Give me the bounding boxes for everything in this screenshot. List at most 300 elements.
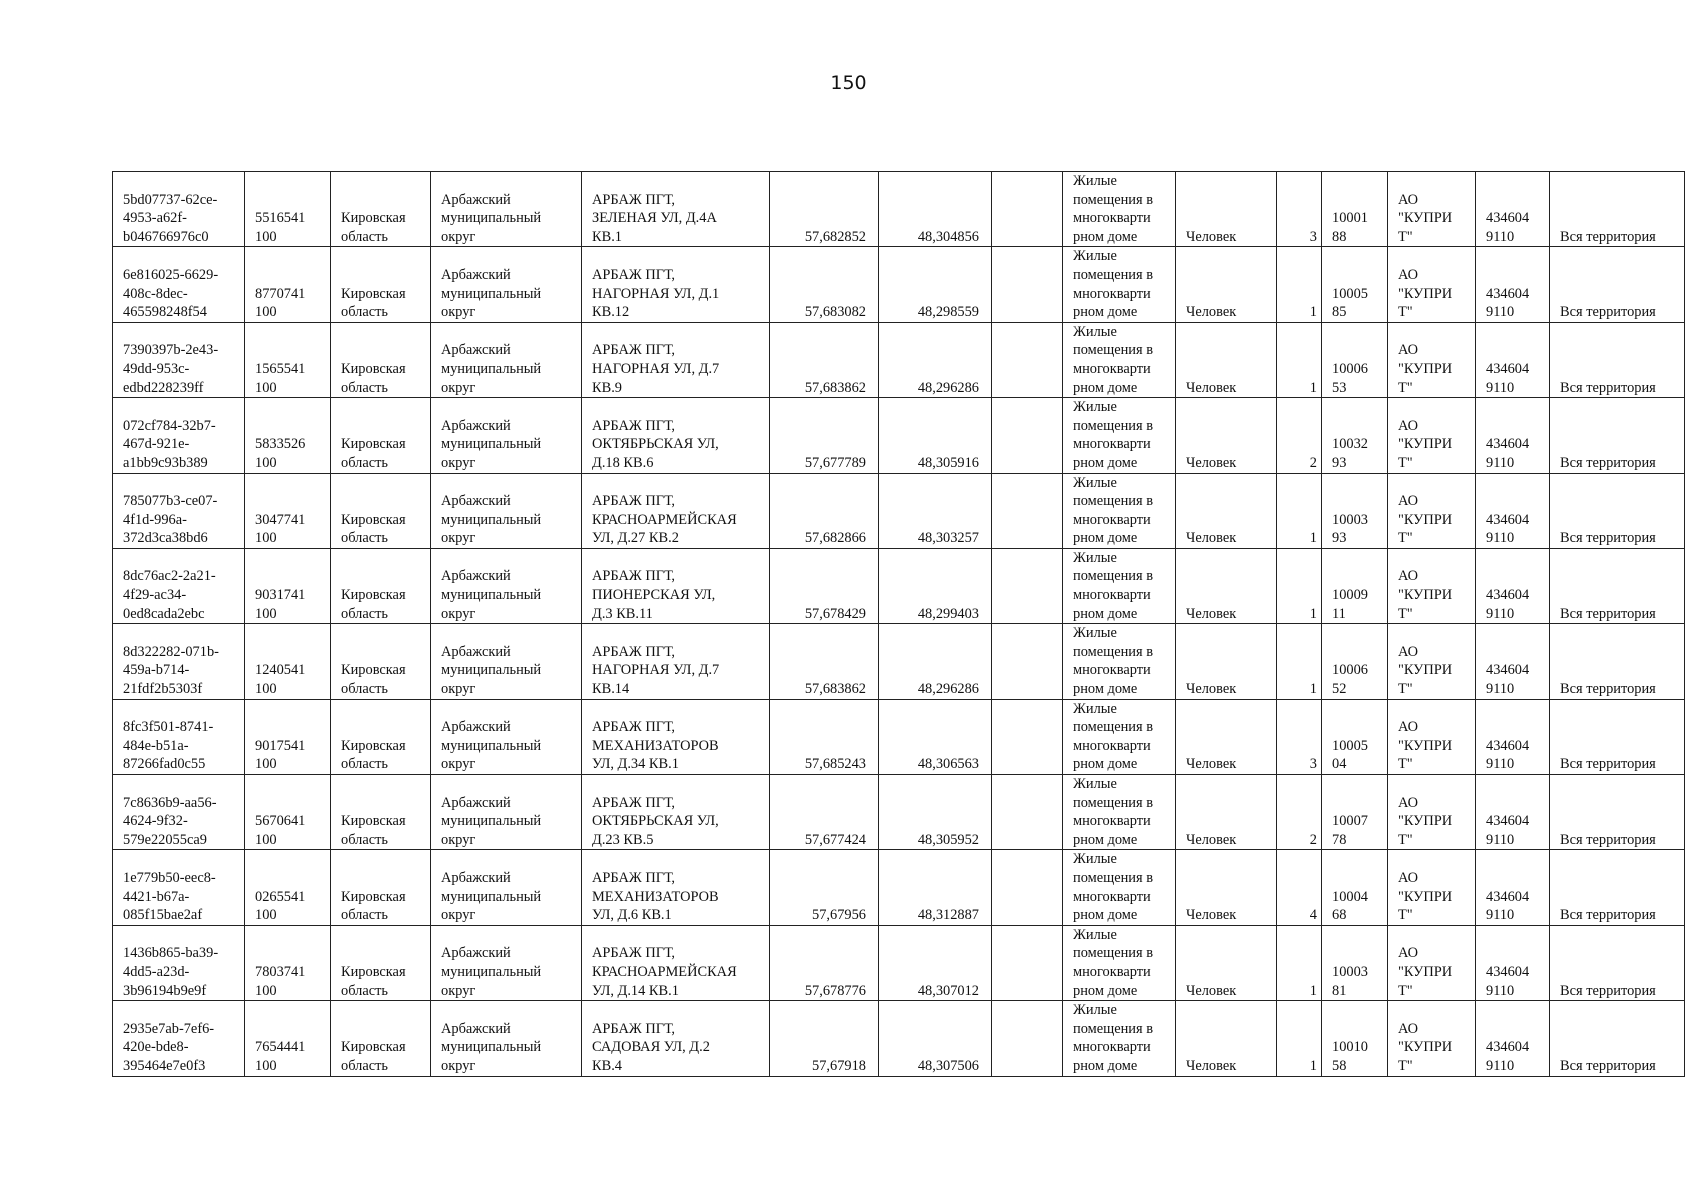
cell-organization [1388, 775, 1476, 850]
cell-line: 7803741 [255, 963, 306, 980]
cell-line: округ [441, 530, 476, 547]
cell-longitude: 48,306563 [879, 699, 992, 774]
cell-quantity: 1 [1277, 925, 1322, 1000]
cell-line: АРБАЖ ПГТ, [592, 568, 676, 585]
cell-line: муниципальный [441, 210, 542, 227]
cell-line: 9110 [1486, 756, 1515, 773]
cell-line: область [341, 681, 388, 698]
cell-region [331, 473, 431, 548]
cell-line: ПИОНЕРСКАЯ УЛ, [592, 587, 716, 604]
cell-line: 072cf784-32b7- [123, 417, 216, 434]
cell-line: "КУПРИ [1398, 888, 1453, 905]
cell-quantity: 2 [1277, 398, 1322, 473]
cell-line: "КУПРИ [1398, 511, 1453, 528]
cell-inn [1476, 473, 1550, 548]
cell-line: 100 [255, 831, 277, 848]
cell-line: 93 [1332, 454, 1347, 471]
cell-line: 467d-921e- [123, 436, 190, 453]
cell-object-type [1063, 247, 1176, 322]
cell-line: 4953-a62f- [123, 210, 187, 227]
cell-line: АРБАЖ ПГТ, [592, 417, 676, 434]
cell-code [245, 699, 331, 774]
cell-quantity: 1 [1277, 247, 1322, 322]
cell-id [113, 172, 245, 247]
cell-territory: Вся территория [1550, 850, 1685, 925]
table-row [113, 1001, 1685, 1076]
cell-district [431, 850, 582, 925]
cell-empty [992, 172, 1063, 247]
cell-line: 04 [1332, 756, 1347, 773]
cell-line: Кировская [341, 285, 406, 302]
cell-account [1322, 247, 1388, 322]
cell-territory: Вся территория [1550, 322, 1685, 397]
cell-quantity: 1 [1277, 624, 1322, 699]
cell-object-type [1063, 850, 1176, 925]
cell-object-type [1063, 548, 1176, 623]
cell-line: 9110 [1486, 907, 1515, 924]
cell-line: 21fdf2b5303f [123, 681, 203, 698]
cell-line: округ [441, 605, 476, 622]
cell-line: 9017541 [255, 737, 306, 754]
cell-line: помещения в [1073, 493, 1153, 510]
cell-line: 10001 [1332, 210, 1368, 227]
cell-line: рном доме [1073, 1057, 1138, 1074]
cell-account [1322, 850, 1388, 925]
cell-line: многокварти [1073, 662, 1151, 679]
cell-line: 8dc76ac2-2a21- [123, 568, 216, 585]
cell-line: рном доме [1073, 530, 1138, 547]
cell-line: Кировская [341, 813, 406, 830]
cell-line: 9110 [1486, 681, 1515, 698]
cell-line: Арбажский [441, 342, 511, 359]
cell-line: АРБАЖ ПГТ, [592, 643, 676, 660]
cell-line: АО [1398, 794, 1419, 811]
cell-line: Арбажский [441, 945, 511, 962]
cell-account [1322, 172, 1388, 247]
cell-line: АО [1398, 945, 1419, 962]
table-row [113, 473, 1685, 548]
cell-line: Арбажский [441, 869, 511, 886]
cell-line: Арбажский [441, 568, 511, 585]
cell-code [245, 172, 331, 247]
cell-line: АРБАЖ ПГТ, [592, 493, 676, 510]
cell-latitude: 57,682852 [770, 172, 879, 247]
cell-line: Кировская [341, 436, 406, 453]
cell-line: область [341, 530, 388, 547]
cell-line: многокварти [1073, 511, 1151, 528]
cell-line: Т" [1398, 228, 1413, 245]
cell-line: 52 [1332, 681, 1347, 698]
cell-line: АРБАЖ ПГТ, [592, 191, 676, 208]
cell-line: 78 [1332, 831, 1347, 848]
cell-line: Жилые [1073, 625, 1117, 642]
cell-latitude: 57,683082 [770, 247, 879, 322]
cell-address [582, 247, 770, 322]
cell-region [331, 850, 431, 925]
cell-line: 085f15bae2af [123, 907, 203, 924]
cell-line: Жилые [1073, 851, 1117, 868]
cell-latitude: 57,677789 [770, 398, 879, 473]
cell-object-type [1063, 172, 1176, 247]
cell-line: 10006 [1332, 360, 1368, 377]
table-row [113, 699, 1685, 774]
cell-region [331, 398, 431, 473]
cell-line: Жилые [1073, 399, 1117, 416]
cell-object-type [1063, 699, 1176, 774]
cell-line: округ [441, 454, 476, 471]
cell-address [582, 322, 770, 397]
cell-territory: Вся территория [1550, 699, 1685, 774]
cell-line: Жилые [1073, 474, 1117, 491]
cell-region [331, 172, 431, 247]
cell-line: округ [441, 304, 476, 321]
cell-district [431, 322, 582, 397]
cell-line: 434604 [1486, 436, 1530, 453]
cell-longitude: 48,296286 [879, 624, 992, 699]
cell-empty [992, 398, 1063, 473]
cell-line: область [341, 379, 388, 396]
table-row [113, 850, 1685, 925]
cell-line: помещения в [1073, 1020, 1153, 1037]
cell-line: 100 [255, 454, 277, 471]
cell-district [431, 398, 582, 473]
cell-line: муниципальный [441, 737, 542, 754]
cell-line: Жилые [1073, 700, 1117, 717]
cell-address [582, 925, 770, 1000]
cell-line: 10032 [1332, 436, 1368, 453]
cell-line: АО [1398, 1020, 1419, 1037]
cell-line: 100 [255, 304, 277, 321]
cell-line: рном доме [1073, 379, 1138, 396]
cell-inn [1476, 699, 1550, 774]
cell-quantity: 1 [1277, 473, 1322, 548]
cell-latitude: 57,677424 [770, 775, 879, 850]
cell-unit: Человек [1176, 172, 1277, 247]
cell-id [113, 322, 245, 397]
cell-id [113, 398, 245, 473]
cell-empty [992, 850, 1063, 925]
cell-line: 420e-bde8- [123, 1039, 189, 1056]
cell-inn [1476, 172, 1550, 247]
cell-line: 100 [255, 379, 277, 396]
cell-region [331, 925, 431, 1000]
cell-organization [1388, 1001, 1476, 1076]
cell-line: 434604 [1486, 511, 1530, 528]
cell-region [331, 775, 431, 850]
cell-line: округ [441, 681, 476, 698]
cell-line: 9110 [1486, 454, 1515, 471]
cell-latitude: 57,67918 [770, 1001, 879, 1076]
cell-line: "КУПРИ [1398, 285, 1453, 302]
cell-unit: Человек [1176, 624, 1277, 699]
cell-line: многокварти [1073, 436, 1151, 453]
cell-line: КРАСНОАРМЕЙСКАЯ [592, 511, 737, 528]
cell-quantity: 3 [1277, 172, 1322, 247]
cell-id [113, 473, 245, 548]
cell-line: МЕХАНИЗАТОРОВ [592, 737, 719, 754]
cell-inn [1476, 322, 1550, 397]
cell-line: Жилые [1073, 1002, 1117, 1019]
cell-line: муниципальный [441, 963, 542, 980]
cell-longitude: 48,305952 [879, 775, 992, 850]
cell-line: муниципальный [441, 813, 542, 830]
cell-line: 10003 [1332, 963, 1368, 980]
cell-empty [992, 322, 1063, 397]
cell-id [113, 247, 245, 322]
cell-organization [1388, 624, 1476, 699]
cell-account [1322, 624, 1388, 699]
cell-line: 9110 [1486, 228, 1515, 245]
cell-quantity: 2 [1277, 775, 1322, 850]
cell-district [431, 548, 582, 623]
cell-code [245, 925, 331, 1000]
cell-line: АРБАЖ ПГТ, [592, 1020, 676, 1037]
cell-line: АРБАЖ ПГТ, [592, 945, 676, 962]
cell-longitude: 48,305916 [879, 398, 992, 473]
cell-line: 484e-b51a- [123, 737, 189, 754]
cell-line: муниципальный [441, 1039, 542, 1056]
cell-line: 2935e7ab-7ef6- [123, 1020, 215, 1037]
table-row [113, 398, 1685, 473]
cell-line: АО [1398, 342, 1419, 359]
cell-line: область [341, 907, 388, 924]
cell-object-type [1063, 775, 1176, 850]
cell-line: многокварти [1073, 285, 1151, 302]
cell-longitude: 48,298559 [879, 247, 992, 322]
cell-line: Кировская [341, 737, 406, 754]
cell-line: ОКТЯБРЬСКАЯ УЛ, [592, 813, 719, 830]
cell-line: многокварти [1073, 360, 1151, 377]
cell-line: "КУПРИ [1398, 662, 1453, 679]
cell-line: 434604 [1486, 1039, 1530, 1056]
cell-line: АРБАЖ ПГТ, [592, 794, 676, 811]
cell-line: многокварти [1073, 737, 1151, 754]
cell-id [113, 925, 245, 1000]
cell-empty [992, 775, 1063, 850]
cell-longitude: 48,307506 [879, 1001, 992, 1076]
cell-line: Арбажский [441, 719, 511, 736]
cell-quantity: 4 [1277, 850, 1322, 925]
cell-code [245, 548, 331, 623]
cell-line: 1436b865-ba39- [123, 945, 219, 962]
cell-line: САДОВАЯ УЛ, Д.2 [592, 1039, 710, 1056]
cell-unit: Человек [1176, 699, 1277, 774]
cell-line: Т" [1398, 454, 1413, 471]
cell-organization [1388, 322, 1476, 397]
cell-code [245, 624, 331, 699]
cell-inn [1476, 247, 1550, 322]
cell-line: 7654441 [255, 1039, 306, 1056]
cell-code [245, 247, 331, 322]
cell-line: Арбажский [441, 643, 511, 660]
cell-territory: Вся территория [1550, 548, 1685, 623]
cell-line: 9110 [1486, 530, 1515, 547]
cell-code [245, 398, 331, 473]
cell-line: область [341, 1057, 388, 1074]
cell-line: Арбажский [441, 1020, 511, 1037]
cell-line: "КУПРИ [1398, 360, 1453, 377]
cell-line: 100 [255, 605, 277, 622]
cell-territory: Вся территория [1550, 247, 1685, 322]
cell-line: 8770741 [255, 285, 306, 302]
cell-line: 10004 [1332, 888, 1368, 905]
cell-line: "КУПРИ [1398, 1039, 1453, 1056]
cell-code [245, 1001, 331, 1076]
cell-quantity: 1 [1277, 322, 1322, 397]
cell-line: многокварти [1073, 813, 1151, 830]
cell-unit: Человек [1176, 322, 1277, 397]
cell-line: АО [1398, 266, 1419, 283]
cell-line: Арбажский [441, 191, 511, 208]
cell-district [431, 473, 582, 548]
cell-line: 9031741 [255, 587, 306, 604]
cell-organization [1388, 473, 1476, 548]
cell-line: АО [1398, 643, 1419, 660]
cell-line: муниципальный [441, 511, 542, 528]
cell-address [582, 548, 770, 623]
cell-line: 10005 [1332, 285, 1368, 302]
cell-line: 9110 [1486, 379, 1515, 396]
cell-line: округ [441, 907, 476, 924]
cell-line: КВ.1 [592, 228, 622, 245]
cell-latitude: 57,67956 [770, 850, 879, 925]
cell-unit: Человек [1176, 1001, 1277, 1076]
cell-line: 10003 [1332, 511, 1368, 528]
cell-code [245, 322, 331, 397]
cell-line: помещения в [1073, 945, 1153, 962]
cell-line: 434604 [1486, 662, 1530, 679]
cell-line: 53 [1332, 379, 1347, 396]
cell-line: 3047741 [255, 511, 306, 528]
cell-line: МЕХАНИЗАТОРОВ [592, 888, 719, 905]
cell-district [431, 699, 582, 774]
cell-line: "КУПРИ [1398, 587, 1453, 604]
cell-line: 87266fad0c55 [123, 756, 206, 773]
cell-line: edbd228239ff [123, 379, 204, 396]
cell-line: 10006 [1332, 662, 1368, 679]
cell-account [1322, 925, 1388, 1000]
table-row [113, 925, 1685, 1000]
cell-line: 5833526 [255, 436, 306, 453]
cell-id [113, 850, 245, 925]
cell-empty [992, 473, 1063, 548]
cell-line: 434604 [1486, 813, 1530, 830]
cell-line: округ [441, 379, 476, 396]
cell-line: Жилые [1073, 248, 1117, 265]
cell-line: область [341, 982, 388, 999]
cell-line: "КУПРИ [1398, 210, 1453, 227]
cell-quantity: 3 [1277, 699, 1322, 774]
cell-line: округ [441, 756, 476, 773]
cell-line: округ [441, 831, 476, 848]
cell-district [431, 925, 582, 1000]
table-body [113, 172, 1685, 1077]
cell-region [331, 322, 431, 397]
cell-line: 85 [1332, 304, 1347, 321]
cell-line: 49dd-953c- [123, 360, 190, 377]
cell-line: Арбажский [441, 794, 511, 811]
cell-line: помещения в [1073, 266, 1153, 283]
cell-line: 9110 [1486, 605, 1515, 622]
cell-line: "КУПРИ [1398, 436, 1453, 453]
cell-line: Кировская [341, 963, 406, 980]
table-row [113, 247, 1685, 322]
cell-line: рном доме [1073, 982, 1138, 999]
cell-line: Арбажский [441, 417, 511, 434]
cell-account [1322, 473, 1388, 548]
cell-line: 1240541 [255, 662, 306, 679]
cell-account [1322, 398, 1388, 473]
cell-line: 100 [255, 228, 277, 245]
cell-line: Т" [1398, 831, 1413, 848]
cell-territory: Вся территория [1550, 1001, 1685, 1076]
cell-unit: Человек [1176, 473, 1277, 548]
cell-line: 100 [255, 530, 277, 547]
cell-line: Т" [1398, 1057, 1413, 1074]
cell-district [431, 172, 582, 247]
cell-line: Жилые [1073, 549, 1117, 566]
cell-line: рном доме [1073, 304, 1138, 321]
cell-line: рном доме [1073, 831, 1138, 848]
cell-line: Д.23 КВ.5 [592, 831, 654, 848]
cell-inn [1476, 925, 1550, 1000]
cell-unit: Человек [1176, 548, 1277, 623]
cell-line: муниципальный [441, 285, 542, 302]
cell-line: 434604 [1486, 963, 1530, 980]
cell-empty [992, 1001, 1063, 1076]
cell-line: округ [441, 1057, 476, 1074]
cell-line: многокварти [1073, 963, 1151, 980]
cell-line: рном доме [1073, 228, 1138, 245]
cell-line: 9110 [1486, 831, 1515, 848]
cell-empty [992, 925, 1063, 1000]
cell-region [331, 624, 431, 699]
cell-latitude: 57,678429 [770, 548, 879, 623]
cell-line: 9110 [1486, 1057, 1515, 1074]
cell-quantity: 1 [1277, 1001, 1322, 1076]
table-row [113, 548, 1685, 623]
cell-line: Кировская [341, 587, 406, 604]
cell-line: АО [1398, 493, 1419, 510]
cell-line: 579e22055ca9 [123, 831, 207, 848]
cell-line: 4f1d-996a- [123, 511, 187, 528]
cell-line: рном доме [1073, 907, 1138, 924]
cell-object-type [1063, 1001, 1176, 1076]
cell-line: 10007 [1332, 813, 1368, 830]
cell-line: 395464e7e0f3 [123, 1057, 206, 1074]
cell-line: помещения в [1073, 191, 1153, 208]
cell-line: КВ.9 [592, 379, 622, 396]
cell-line: 434604 [1486, 360, 1530, 377]
cell-line: 1565541 [255, 360, 306, 377]
cell-organization [1388, 548, 1476, 623]
cell-line: Д.3 КВ.11 [592, 605, 653, 622]
cell-line: b046766976c0 [123, 228, 209, 245]
cell-line: 8fc3f501-8741- [123, 719, 214, 736]
cell-line: 9110 [1486, 304, 1515, 321]
cell-line: АРБАЖ ПГТ, [592, 342, 676, 359]
cell-line: ОКТЯБРЬСКАЯ УЛ, [592, 436, 719, 453]
cell-line: многокварти [1073, 888, 1151, 905]
cell-line: АРБАЖ ПГТ, [592, 719, 676, 736]
cell-district [431, 1001, 582, 1076]
cell-object-type [1063, 624, 1176, 699]
cell-line: округ [441, 982, 476, 999]
cell-line: 5bd07737-62ce- [123, 191, 218, 208]
cell-unit: Человек [1176, 398, 1277, 473]
cell-line: рном доме [1073, 681, 1138, 698]
cell-object-type [1063, 925, 1176, 1000]
